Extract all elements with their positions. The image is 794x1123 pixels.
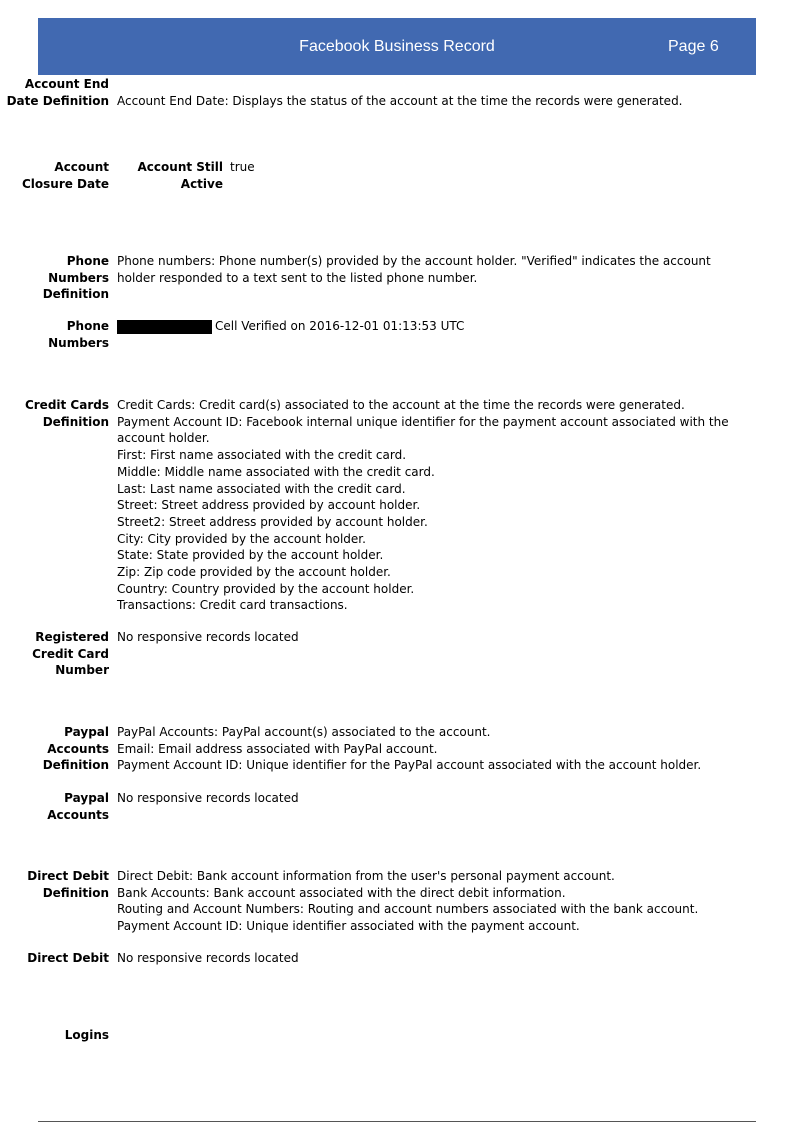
- footer-divider: [38, 1121, 756, 1122]
- redacted-phone-number: [117, 320, 212, 334]
- account-still-active-value: true: [230, 160, 255, 174]
- registered-credit-card-number-value: No responsive records located: [117, 630, 299, 644]
- paypal-accounts-definition-label: Paypal Accounts Definition: [42, 725, 109, 773]
- paypal-accounts-label: Paypal Accounts: [47, 791, 109, 822]
- paypal-accounts-definition-text: PayPal Accounts: PayPal account(s) associated to the account. Email: Email address associated with PayPal account. Payment Account ID: Unique identifier for the PayPal account associated with the account holder.: [117, 725, 702, 773]
- record-title: Facebook Business Record: [299, 38, 495, 55]
- account-still-active-label: Account Still Active: [137, 160, 223, 191]
- account-closure-date-label: Account Closure Date: [21, 160, 109, 191]
- page-number: Page 6: [668, 38, 719, 55]
- direct-debit-label: Direct Debit: [27, 951, 109, 965]
- account-end-date-definition-text: Account End Date: Displays the status of the account at the time the records were generated.: [117, 94, 683, 108]
- paypal-accounts-value: No responsive records located: [117, 791, 299, 805]
- direct-debit-definition-label: Direct Debit Definition: [27, 869, 109, 900]
- direct-debit-definition-text: Direct Debit: Bank account information from the user's personal payment account. Bank Accounts: Bank account associated with the direct debit information. Routing and Account Numbers: Routing and account numbers associated with the bank account. Payment Account ID: Unique identifier associated with the payment account.: [117, 869, 699, 934]
- credit-cards-definition-label: Credit Cards Definition: [24, 398, 109, 429]
- phone-number-verification: Cell Verified on 2016-12-01 01:13:53 UTC: [215, 319, 465, 333]
- direct-debit-value: No responsive records located: [117, 951, 299, 965]
- account-end-date-definition-label: Account End Date Definition: [6, 77, 109, 108]
- phone-numbers-label: Phone Numbers: [48, 319, 109, 350]
- phone-numbers-definition-label: Phone Numbers Definition: [42, 254, 109, 302]
- phone-numbers-definition-text: Phone numbers: Phone number(s) provided by the account holder. "Verified" indicates the account holder responded to a text sent to the listed phone number.: [117, 254, 711, 285]
- credit-cards-definition-text: Credit Cards: Credit card(s) associated to the account at the time the records were generated. Payment Account ID: Facebook internal unique identifier for the payment account associated with the account holder. First: First name associated with the credit card. Middle: Middle name associated with the credit card. Last: Last name associated with the credit card. Street: Street address provided by account holder. Street2: Street address provided by account holder. City: City provided by the account holder. State: State provided by the account holder. Zip: Zip code provided by the account holder. Country: Country provided by the account holder. Transactions: Credit card transactions.: [117, 398, 729, 613]
- registered-credit-card-number-label: Registered Credit Card Number: [32, 630, 109, 678]
- page-header: [38, 18, 756, 75]
- logins-label: Logins: [64, 1028, 109, 1042]
